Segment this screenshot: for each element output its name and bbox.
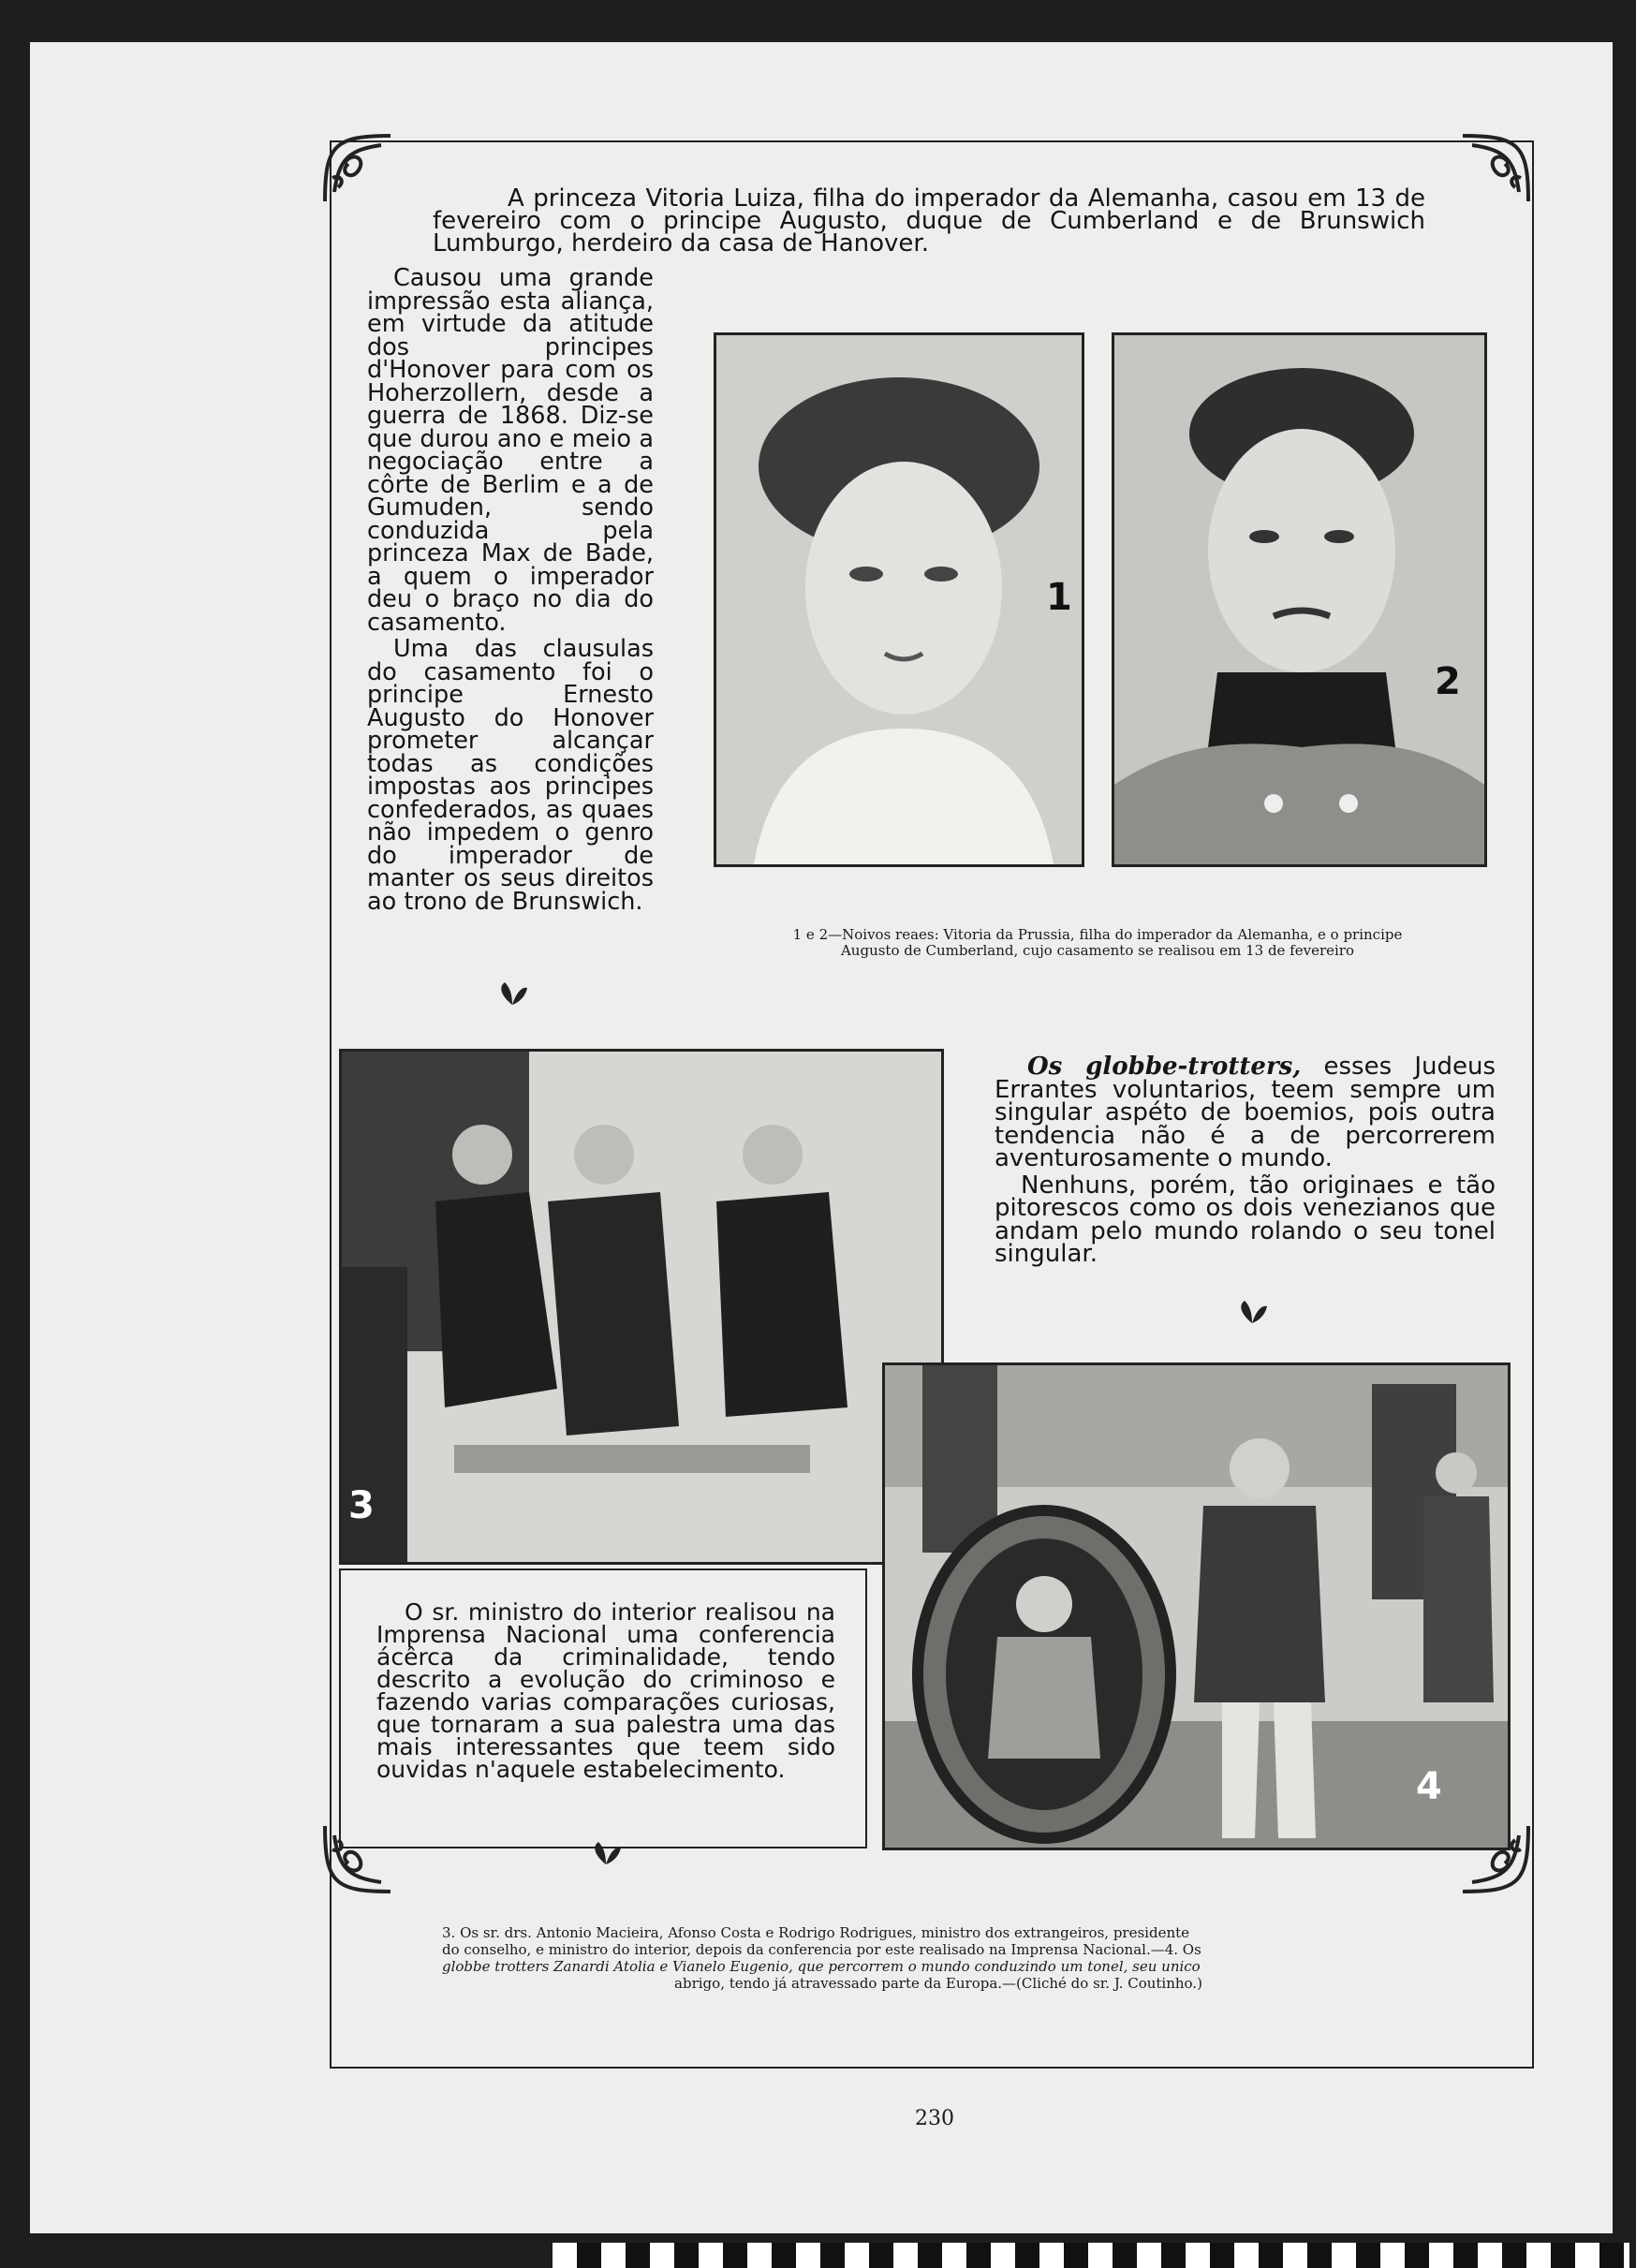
newspaper-page bbox=[30, 42, 1613, 2233]
leaf-ornament-2 bbox=[1233, 1297, 1271, 1325]
corner-ornament-top-left bbox=[316, 126, 400, 211]
globetrotters-title: Os globbe-trotters, bbox=[1027, 1053, 1302, 1081]
caption-1-2-line2: Augusto de Cumberland, cujo casamento se realisou em 13 de fevereiro bbox=[840, 942, 1355, 959]
caption-bottom-line4: abrigo, tendo já atravessado parte da Europa.—(Cliché do sr. J. Coutinho.) bbox=[674, 1975, 1202, 1992]
article-body-p2: Uma das clausulas do casamento foi o principe Ernesto Augusto do Honover prometer alcançar todas as condições impostas aos principes confederados, as quaes não impedem o genro do imperador de manter os seus direitos ao trono de Brunswich. bbox=[367, 635, 654, 916]
page-number: 230 bbox=[915, 2107, 954, 2130]
globetrotters-p1-text: esses Judeus Errantes voluntarios, teem sempre um singular aspéto de boemios, pois outra tendencia não é a de percorrerem aventurosamente o mundo. bbox=[995, 1053, 1496, 1172]
photo-label-2: 2 bbox=[1435, 660, 1461, 703]
article-body bbox=[367, 264, 654, 917]
corner-ornament-top-right bbox=[1453, 126, 1538, 211]
caption-photos-3-4 bbox=[442, 1924, 1435, 1992]
caption-1-2-line1: 1 e 2—Noivos reaes: Vitoria da Prussia, filha do imperador da Alemanha, e o principe bbox=[792, 926, 1403, 943]
caption-bottom-line3: globbe trotters Zanardi Atolia e Vianelo Eugenio, que percorrem o mundo conduzindo um tonel, seu unico bbox=[442, 1958, 1201, 1975]
photo-ministers bbox=[339, 1049, 944, 1565]
photo-prince-augusto bbox=[1112, 332, 1487, 867]
globetrotters-p1 bbox=[995, 1055, 1496, 1171]
article-intro bbox=[433, 184, 1425, 258]
ministro-text: O sr. ministro do interior realisou na Imprensa Nacional uma conferencia ácêrca da criminalidade, tendo descrito a evolução do criminoso e fazendo varias comparações curiosas, que tornaram a sua palestra uma das mais interessantes que teem sido ouvidas n'aquele estabelecimento. bbox=[376, 1598, 835, 1783]
scale-ruler bbox=[553, 2243, 1629, 2268]
photo-label-3: 3 bbox=[348, 1484, 375, 1527]
caption-bottom-line2: do conselho, e ministro do interior, depois da conferencia por este realisado na Imprensa Nacional.—4. Os bbox=[442, 1941, 1201, 1958]
photo-label-4: 4 bbox=[1416, 1765, 1442, 1808]
leaf-ornament-3 bbox=[587, 1838, 625, 1866]
ministro-article bbox=[376, 1598, 835, 1785]
caption-bottom-line1: 3. Os sr. drs. Antonio Macieira, Afonso Costa e Rodrigo Rodrigues, ministro dos extrangeiros, presidente bbox=[442, 1924, 1190, 1941]
photo-label-1: 1 bbox=[1046, 576, 1072, 619]
globetrotters-p2: Nenhuns, porém, tão originaes e tão pitorescos como os dois venezianos que andam pelo mundo rolando o seu tonel singular. bbox=[995, 1171, 1496, 1268]
article-intro-text: A princeza Vitoria Luiza, filha do imperador da Alemanha, casou em 13 de fevereiro com o principe Augusto, duque de Cumberland e de Brunswich Lumburgo, herdeiro da casa de Hanover. bbox=[433, 184, 1425, 258]
caption-photos-1-2 bbox=[704, 927, 1491, 959]
photo-princess-vitoria bbox=[714, 332, 1084, 867]
article-body-p1: Causou uma grande impressão esta aliança, em virtude da atitude dos principes d'Honover para com os Hoherzollern, desde a guerra de 1868. Diz-se que durou ano e meio a negociação entre a côrte de Berlim e a de Gumuden, sendo conduzida pela princeza Max de Bade, a quem o imperador deu o braço no dia do casamento. bbox=[367, 264, 654, 637]
globetrotters-article bbox=[995, 1055, 1496, 1270]
leaf-ornament-1 bbox=[494, 979, 531, 1007]
